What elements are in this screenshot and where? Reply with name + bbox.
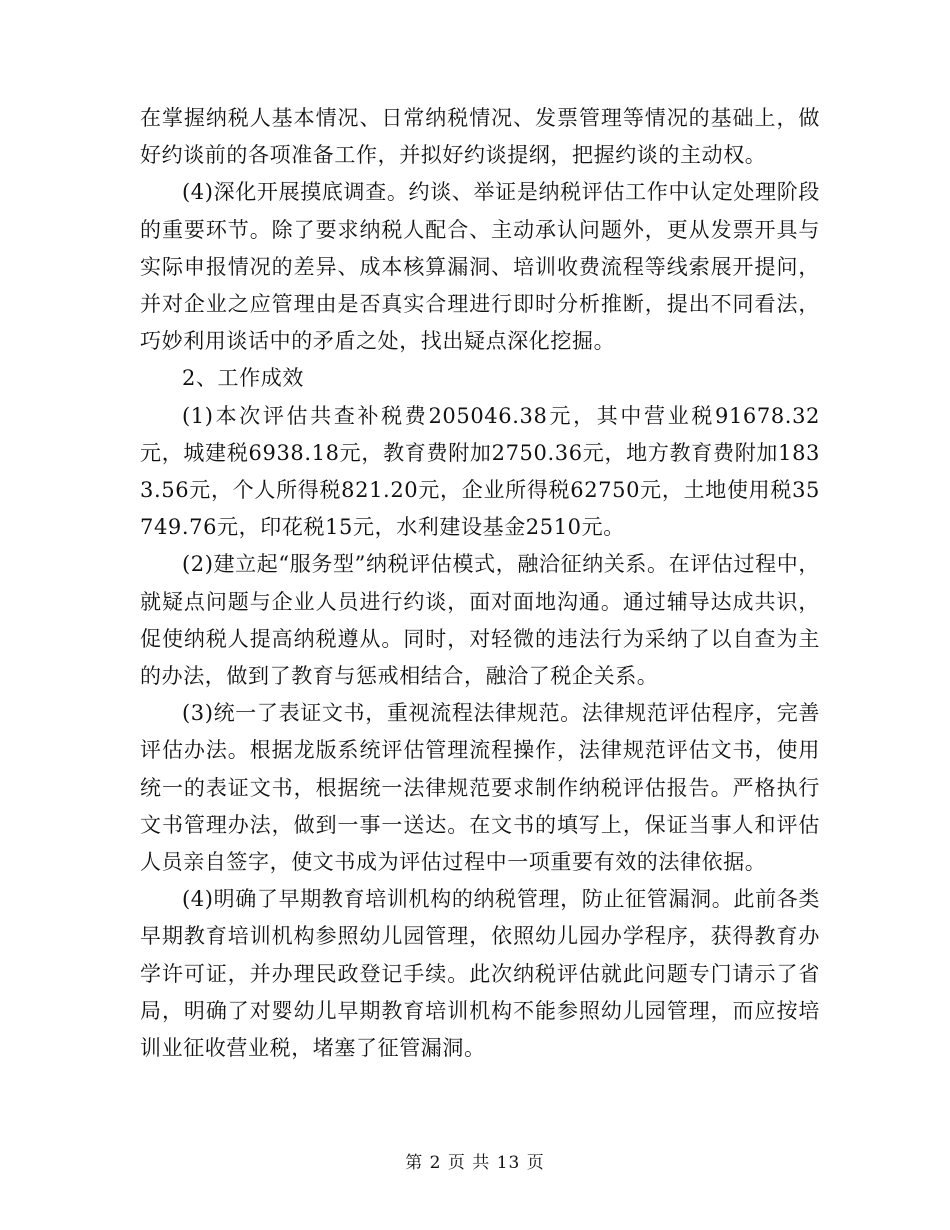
paragraph-early-education: (4)明确了早期教育培训机构的纳税管理，防止征管漏洞。此前各类早期教育培训机构参照幼儿园管理，依照幼儿园办学程序，获得教育办学许可证，并办理民政登记手续。此次纳税评估就此问题专门请示了省局，明确了对婴幼儿早期教育培训机构不能参照幼儿园管理，而应按培训业征收营业税，堵塞了征管漏洞。 <box>140 887 820 1061</box>
document-body <box>140 100 820 1067</box>
page-number-footer: 第 2 页 共 13 页 <box>405 1153 545 1173</box>
paragraph-tax-recovery: (1)本次评估共查补税费205046.38元，其中营业税91678.32元，城建税6938.18元，教育费附加2750.36元，地方教育费附加1833.56元，个人所得税821.20元，企业所得税62750元，土地使用税35749.76元，印花税15元，水利建设基金2510元。 <box>140 403 820 540</box>
paragraph-prep-work: 在掌握纳税人基本情况、日常纳税情况、发票管理等情况的基础上，做好约谈前的各项准备工作，并拟好约谈提纲，把握约谈的主动权。 <box>140 106 820 168</box>
paragraph-service-model: (2)建立起“服务型”纳税评估模式，融洽征纳关系。在评估过程中，就疑点问题与企业人员进行约谈，面对面地沟通。通过辅导达成共识，促使纳税人提高纳税遵从。同时，对轻微的违法行为采纳了以自查为主的办法，做到了教育与惩戒相结合，融洽了税企关系。 <box>140 552 820 689</box>
section-heading-results: 2、工作成效 <box>182 366 304 391</box>
paragraph-investigation: (4)深化开展摸底调查。约谈、举证是纳税评估工作中认定处理阶段的重要环节。除了要求纳税人配合、主动承认问题外，更从发票开具与实际申报情况的差异、成本核算漏洞、培训收费流程等线索展开提问，并对企业之应管理由是否真实合理进行即时分析推断，提出不同看法，巧妙利用谈话中的矛盾之处，找出疑点深化挖掘。 <box>140 180 820 354</box>
paragraph-document-standards: (3)统一了表证文书，重视流程法律规范。法律规范评估程序，完善评估办法。根据龙版系统评估管理流程操作，法律规范评估文书，使用统一的表证文书，根据统一法律规范要求制作纳税评估报告。严格执行文书管理办法，做到一事一送达。在文书的填写上，保证当事人和评估人员亲自签字，使文书成为评估过程中一项重要有效的法律依据。 <box>140 701 820 875</box>
